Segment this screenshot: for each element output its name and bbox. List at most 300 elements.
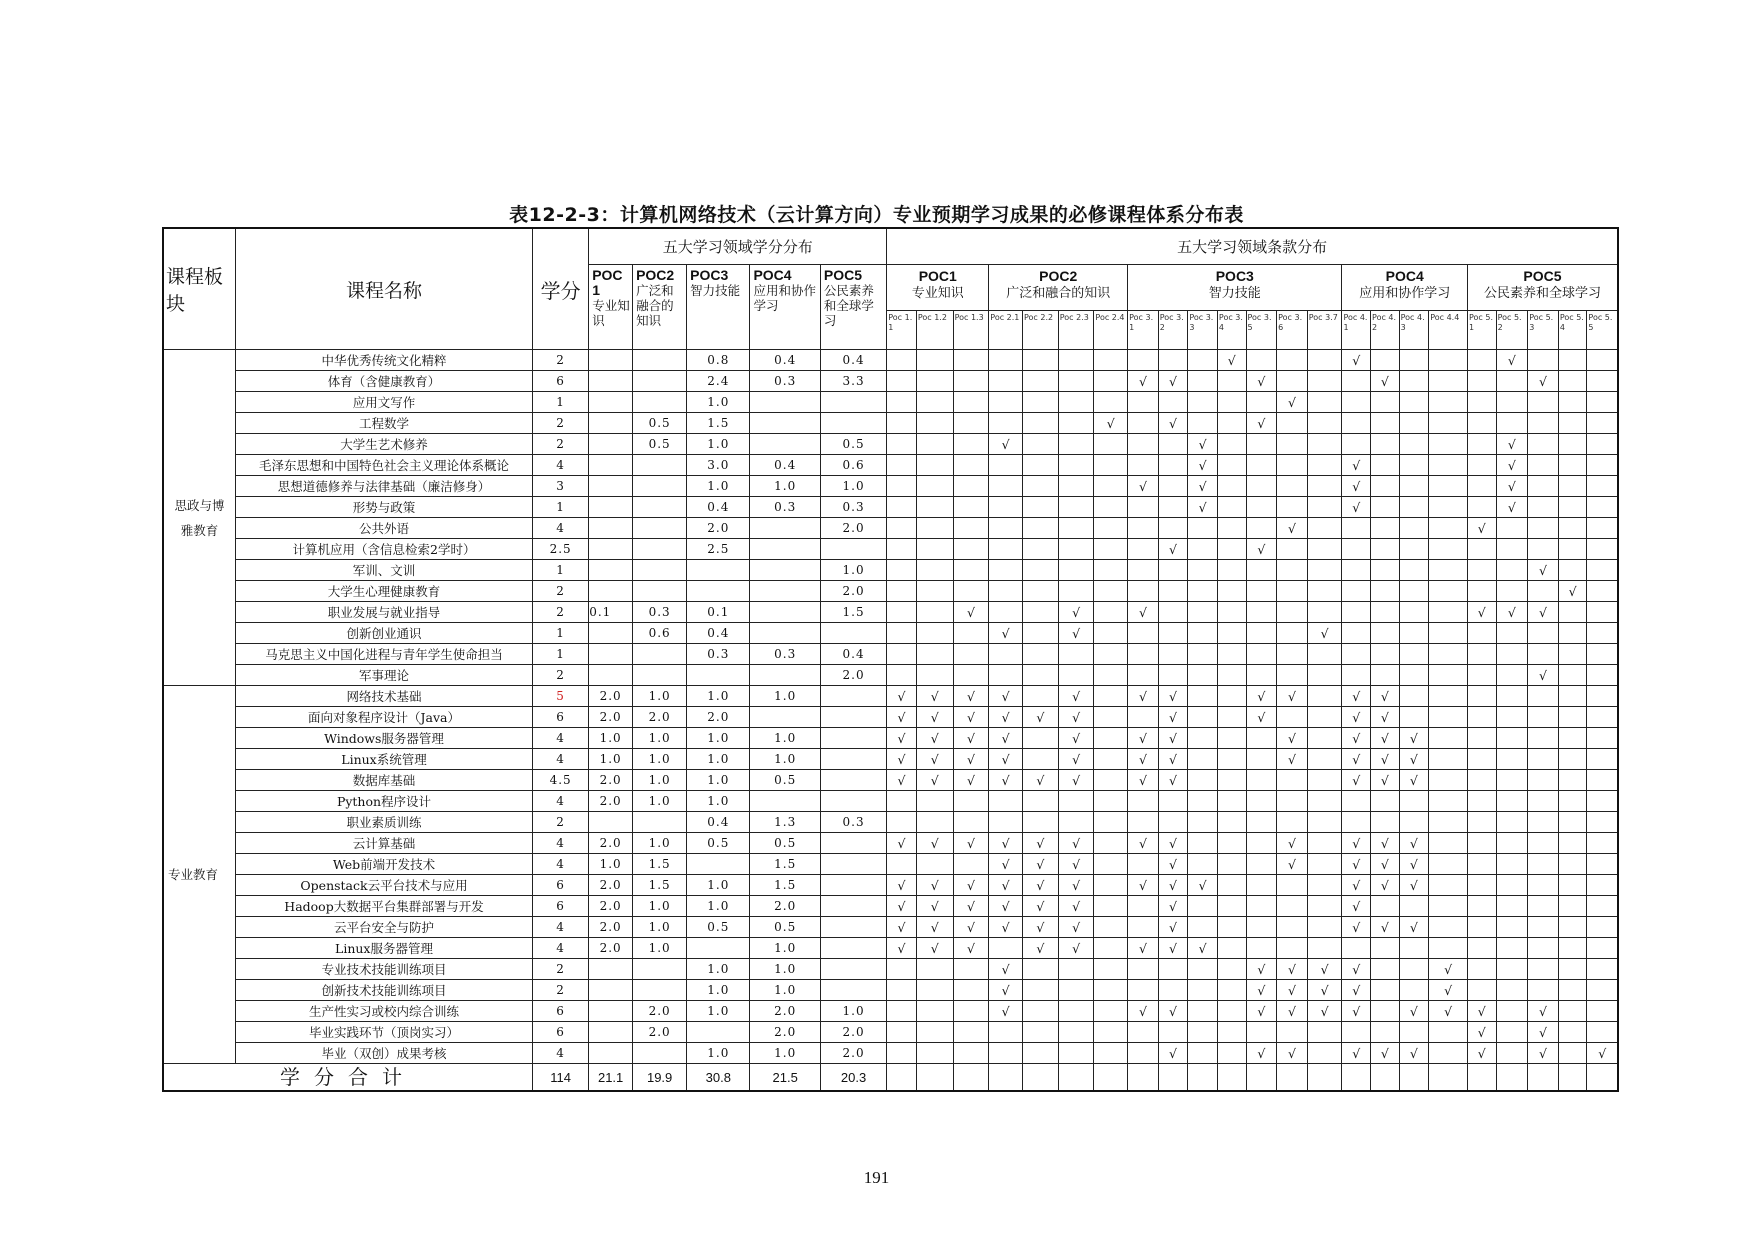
poc-credit-cell: 1.0: [687, 1043, 750, 1064]
poc-clause-cell: [1558, 833, 1587, 854]
poc-clause-cell: [1022, 497, 1058, 518]
poc-sub-item-header: Poc 2.4: [1094, 311, 1128, 350]
poc-clause-cell: [887, 455, 917, 476]
poc-clause-cell: [1277, 497, 1308, 518]
poc-clause-cell: [1158, 560, 1188, 581]
poc-clause-cell: [1558, 980, 1587, 1001]
poc-clause-cell: [1496, 434, 1528, 455]
poc-clause-cell: [1277, 581, 1308, 602]
module-label: 专业教育: [163, 686, 235, 1064]
poc-credit-cell: 2.0: [589, 917, 633, 938]
poc-sub-item-header: Poc 3.3: [1188, 311, 1218, 350]
poc-clause-cell: [1058, 539, 1094, 560]
poc-clause-cell: [1528, 371, 1559, 392]
check-mark: √: [1001, 730, 1010, 746]
check-mark: √: [1409, 856, 1418, 872]
poc-clause-cell: [1558, 1043, 1587, 1064]
poc-credit-cell: [633, 1043, 687, 1064]
poc-clause-cell: [1558, 959, 1587, 980]
check-mark: √: [1477, 1045, 1486, 1061]
poc-clause-cell: [1158, 1043, 1188, 1064]
credit-poc-header-1: [589, 265, 633, 350]
poc-clause-cell: [1399, 350, 1429, 371]
poc-clause-cell: [1158, 812, 1188, 833]
course-credit: 2: [533, 602, 589, 623]
poc-credit-cell: [687, 581, 750, 602]
poc-clause-cell: [1558, 686, 1587, 707]
poc-sub-item-header: Poc 3.1: [1128, 311, 1159, 350]
table-row: [163, 371, 1618, 392]
poc-clause-cell: [1022, 770, 1058, 791]
poc-clause-cell: [887, 644, 917, 665]
course-credit: 3: [533, 476, 589, 497]
poc-clause-cell: [1429, 938, 1468, 959]
poc-credit-cell: 1.0: [687, 980, 750, 1001]
poc-clause-cell: [1587, 686, 1618, 707]
poc-clause-cell: [1371, 770, 1400, 791]
check-mark: √: [930, 709, 939, 725]
check-mark: √: [1072, 919, 1081, 935]
poc-credit-cell: 2.0: [687, 707, 750, 728]
check-mark: √: [930, 877, 939, 893]
total-empty-cell: [916, 1064, 953, 1092]
poc-clause-cell: [1399, 854, 1429, 875]
check-mark: √: [966, 688, 975, 704]
total-empty-cell: [953, 1064, 989, 1092]
poc-clause-cell: [1429, 371, 1468, 392]
poc-clause-cell: [916, 686, 953, 707]
poc-clause-cell: [1158, 602, 1188, 623]
check-mark: √: [930, 730, 939, 746]
poc-clause-cell: [1128, 959, 1159, 980]
poc-credit-cell: [589, 1043, 633, 1064]
poc-clause-cell: [1307, 1022, 1342, 1043]
poc-clause-cell: [1307, 833, 1342, 854]
poc-clause-cell: [1188, 980, 1218, 1001]
poc-clause-cell: [1217, 686, 1246, 707]
poc-clause-cell: [916, 392, 953, 413]
check-mark: √: [1287, 982, 1296, 998]
poc-clause-cell: [953, 392, 989, 413]
poc-clause-cell: [1128, 665, 1159, 686]
poc-description: 专业知识: [592, 298, 630, 328]
poc-clause-cell: [1188, 539, 1218, 560]
poc-clause-cell: [1528, 1001, 1559, 1022]
total-empty-cell: [1188, 1064, 1218, 1092]
check-mark: √: [966, 604, 975, 620]
poc-clause-cell: [1217, 833, 1246, 854]
poc-clause-cell: [916, 371, 953, 392]
poc-credit-cell: 2.0: [750, 1022, 820, 1043]
course-credit: 1: [533, 392, 589, 413]
poc-clause-cell: [953, 518, 989, 539]
poc-clause-cell: [1158, 749, 1188, 770]
poc-credit-cell: [633, 959, 687, 980]
poc-clause-cell: [1528, 896, 1559, 917]
poc-clause-cell: [1022, 392, 1058, 413]
course-credit: 2: [533, 980, 589, 1001]
poc-clause-cell: [916, 1022, 953, 1043]
poc-credit-cell: [687, 560, 750, 581]
poc-clause-cell: [1399, 938, 1429, 959]
check-mark: √: [1036, 877, 1045, 893]
course-name: 体育（含健康教育）: [235, 371, 532, 392]
poc-clause-cell: [1022, 644, 1058, 665]
poc-clause-cell: [916, 917, 953, 938]
poc-clause-cell: [916, 728, 953, 749]
poc-credit-cell: [750, 539, 820, 560]
poc-clause-cell: [1128, 833, 1159, 854]
check-mark: √: [897, 919, 906, 935]
poc-clause-cell: [1587, 770, 1618, 791]
poc-clause-cell: [1399, 980, 1429, 1001]
poc-clause-cell: [1188, 644, 1218, 665]
poc-code: POC 1: [592, 267, 623, 298]
poc-clause-cell: [1094, 791, 1128, 812]
poc-clause-cell: [1094, 455, 1128, 476]
poc-clause-cell: [1188, 707, 1218, 728]
poc-clause-cell: [1342, 539, 1371, 560]
poc-credit-cell: 1.0: [633, 917, 687, 938]
course-name: 毕业（双创）成果考核: [235, 1043, 532, 1064]
poc-credit-cell: 0.5: [687, 917, 750, 938]
poc-credit-cell: [820, 896, 886, 917]
poc-credit-cell: 1.0: [633, 770, 687, 791]
poc-clause-cell: [1342, 791, 1371, 812]
poc-clause-cell: [1128, 770, 1159, 791]
total-empty-cell: [1528, 1064, 1559, 1092]
table-title: 表12-2-3：计算机网络技术（云计算方向）专业预期学习成果的必修课程体系分布表: [509, 204, 1244, 226]
poc-credit-cell: 1.5: [750, 854, 820, 875]
course-name-column-header: 课程名称: [235, 228, 532, 350]
poc-clause-cell: [1587, 434, 1618, 455]
check-mark: √: [1169, 856, 1178, 872]
table-row: [163, 413, 1618, 434]
poc-clause-cell: [1277, 371, 1308, 392]
poc-credit-cell: 0.4: [687, 497, 750, 518]
poc-clause-cell: [1022, 791, 1058, 812]
poc-clause-cell: [1188, 392, 1218, 413]
check-mark: √: [1352, 898, 1361, 914]
poc-clause-cell: [1587, 875, 1618, 896]
poc-clause-cell: [1217, 749, 1246, 770]
poc-credit-cell: 2.0: [633, 1022, 687, 1043]
check-mark: √: [966, 835, 975, 851]
check-mark: √: [1072, 856, 1081, 872]
poc-clause-cell: [989, 875, 1023, 896]
check-mark: √: [1001, 1003, 1010, 1019]
total-credit: 114: [533, 1064, 589, 1092]
poc-clause-cell: [1246, 518, 1277, 539]
poc-credit-cell: 0.3: [820, 497, 886, 518]
total-poc-credit: 30.8: [687, 1064, 750, 1092]
poc-clause-cell: [887, 833, 917, 854]
poc-credit-cell: 1.5: [820, 602, 886, 623]
poc-clause-cell: [1399, 518, 1429, 539]
poc-clause-cell: [1342, 455, 1371, 476]
poc-sub-item-header: Poc 2.1: [989, 311, 1023, 350]
check-mark: √: [1106, 415, 1115, 431]
poc-credit-cell: 1.0: [633, 686, 687, 707]
poc-clause-cell: [1558, 749, 1587, 770]
poc-clause-cell: [953, 833, 989, 854]
poc-clause-cell: [953, 749, 989, 770]
poc-clause-cell: [1429, 770, 1468, 791]
poc-clause-cell: [1399, 728, 1429, 749]
poc-clause-cell: [1058, 350, 1094, 371]
poc-clause-cell: [1371, 455, 1400, 476]
poc-clause-cell: [1371, 917, 1400, 938]
poc-credit-cell: 0.5: [750, 917, 820, 938]
poc-clause-cell: [1188, 728, 1218, 749]
poc-clause-cell: [1467, 371, 1496, 392]
poc-credit-cell: 0.5: [633, 413, 687, 434]
poc-credit-cell: [589, 812, 633, 833]
total-empty-cell: [1128, 1064, 1159, 1092]
check-mark: √: [1477, 604, 1486, 620]
poc-credit-cell: 1.5: [750, 875, 820, 896]
check-mark: √: [1409, 877, 1418, 893]
course-name: 云平台安全与防护: [235, 917, 532, 938]
poc-clause-cell: [1246, 791, 1277, 812]
check-mark: √: [1072, 625, 1081, 641]
poc-clause-cell: [1399, 812, 1429, 833]
poc-credit-cell: 2.4: [687, 371, 750, 392]
poc-clause-cell: [1528, 602, 1559, 623]
poc-clause-cell: [1496, 770, 1528, 791]
check-mark: √: [1287, 751, 1296, 767]
poc-clause-cell: [953, 371, 989, 392]
course-credit: 2: [533, 350, 589, 371]
check-mark: √: [966, 751, 975, 767]
poc-clause-cell: [1587, 1043, 1618, 1064]
check-mark: √: [1409, 835, 1418, 851]
poc-credit-cell: 0.3: [750, 371, 820, 392]
poc-clause-cell: [1022, 917, 1058, 938]
poc-clause-cell: [989, 455, 1023, 476]
poc-clause-cell: [1399, 959, 1429, 980]
course-credit: 4: [533, 791, 589, 812]
poc-credit-cell: 2.0: [820, 581, 886, 602]
check-mark: √: [1380, 709, 1389, 725]
poc-clause-cell: [887, 896, 917, 917]
course-credit: 4: [533, 1043, 589, 1064]
poc-clause-cell: [1158, 644, 1188, 665]
poc-clause-cell: [1307, 497, 1342, 518]
course-credit: 4: [533, 833, 589, 854]
check-mark: √: [966, 898, 975, 914]
course-name: 职业发展与就业指导: [235, 602, 532, 623]
poc-clause-cell: [1058, 896, 1094, 917]
poc-clause-cell: [1246, 1022, 1277, 1043]
poc-clause-cell: [1496, 581, 1528, 602]
check-mark: √: [1352, 877, 1361, 893]
poc-clause-cell: [1342, 770, 1371, 791]
poc-clause-cell: [1496, 896, 1528, 917]
poc-clause-cell: [1307, 476, 1342, 497]
poc-clause-cell: [1342, 728, 1371, 749]
poc-sub-item-header: Poc 1.3: [953, 311, 989, 350]
total-empty-cell: [1467, 1064, 1496, 1092]
poc-credit-cell: [589, 980, 633, 1001]
course-name: 专业技术技能训练项目: [235, 959, 532, 980]
poc-clause-cell: [1467, 707, 1496, 728]
poc-clause-cell: [1467, 749, 1496, 770]
poc-clause-cell: [1277, 1001, 1308, 1022]
poc-credit-cell: 0.5: [750, 770, 820, 791]
poc-credit-cell: [820, 833, 886, 854]
poc-clause-cell: [1022, 1043, 1058, 1064]
poc-credit-cell: 1.5: [633, 854, 687, 875]
poc-clause-cell: [989, 392, 1023, 413]
poc-clause-cell: [1022, 581, 1058, 602]
poc-clause-cell: [1528, 497, 1559, 518]
poc-clause-cell: [1128, 1022, 1159, 1043]
poc-code: POC3: [1215, 268, 1254, 284]
check-mark: √: [1169, 877, 1178, 893]
total-empty-cell: [1371, 1064, 1400, 1092]
poc-clause-cell: [1022, 854, 1058, 875]
poc-clause-cell: [887, 665, 917, 686]
poc-clause-cell: [1246, 938, 1277, 959]
poc-clause-cell: [1058, 875, 1094, 896]
poc-clause-cell: [887, 476, 917, 497]
poc-clause-cell: [1496, 833, 1528, 854]
poc-credit-cell: [820, 854, 886, 875]
poc-clause-cell: [1342, 749, 1371, 770]
table-row: [163, 749, 1618, 770]
poc-clause-cell: [1558, 707, 1587, 728]
poc-clause-cell: [1558, 1022, 1587, 1043]
poc-clause-cell: [1188, 665, 1218, 686]
poc-credit-cell: [750, 560, 820, 581]
poc-clause-cell: [1496, 455, 1528, 476]
poc-clause-cell: [1188, 1043, 1218, 1064]
poc-clause-cell: [1496, 476, 1528, 497]
poc-clause-cell: [1188, 581, 1218, 602]
poc-clause-cell: [1587, 1022, 1618, 1043]
poc-clause-cell: [1399, 497, 1429, 518]
poc-clause-cell: [1058, 770, 1094, 791]
poc-credit-cell: 0.6: [820, 455, 886, 476]
poc-clause-cell: [1429, 896, 1468, 917]
poc-clause-cell: [1128, 497, 1159, 518]
poc-clause-cell: [1587, 497, 1618, 518]
poc-clause-cell: [1371, 476, 1400, 497]
poc-clause-cell: [1496, 749, 1528, 770]
check-mark: √: [1072, 604, 1081, 620]
check-mark: √: [930, 898, 939, 914]
poc-clause-cell: [1246, 833, 1277, 854]
poc-clause-cell: [1558, 560, 1587, 581]
poc-clause-cell: [1246, 686, 1277, 707]
table-row: [163, 959, 1618, 980]
poc-clause-cell: [1307, 938, 1342, 959]
poc-clause-cell: [1217, 980, 1246, 1001]
poc-clause-cell: [1342, 896, 1371, 917]
poc-code: POC5: [823, 267, 863, 283]
check-mark: √: [1539, 1045, 1547, 1061]
check-mark: √: [1352, 1003, 1361, 1019]
poc-clause-cell: [1217, 539, 1246, 560]
poc-clause-cell: [1307, 791, 1342, 812]
poc-clause-cell: [1158, 1022, 1188, 1043]
poc-clause-cell: [1587, 854, 1618, 875]
poc-credit-cell: 0.5: [750, 833, 820, 854]
check-mark: √: [1169, 688, 1178, 704]
check-mark: √: [1320, 1003, 1329, 1019]
poc-credit-cell: 2.0: [687, 518, 750, 539]
poc-clause-cell: [1371, 539, 1400, 560]
check-mark: √: [1477, 1003, 1486, 1019]
poc-credit-cell: [750, 602, 820, 623]
poc-clause-cell: [1429, 434, 1468, 455]
poc-clause-cell: [989, 644, 1023, 665]
check-mark: √: [1169, 919, 1178, 935]
poc-clause-cell: [1188, 1022, 1218, 1043]
poc-clause-cell: [1246, 434, 1277, 455]
poc-credit-cell: [750, 518, 820, 539]
check-mark: √: [1380, 835, 1389, 851]
poc-credit-cell: 2.0: [820, 665, 886, 686]
poc-credit-cell: 1.0: [633, 833, 687, 854]
poc-clause-cell: [989, 581, 1023, 602]
poc-clause-cell: [1399, 686, 1429, 707]
total-empty-cell: [1094, 1064, 1128, 1092]
poc-clause-cell: [887, 371, 917, 392]
poc-clause-cell: [887, 623, 917, 644]
check-mark: √: [1507, 604, 1516, 620]
poc-clause-cell: [1058, 581, 1094, 602]
table-row: [163, 518, 1618, 539]
check-mark: √: [1138, 772, 1147, 788]
check-mark: √: [1036, 856, 1045, 872]
clause-poc-header-2: [989, 265, 1128, 311]
poc-clause-cell: [1128, 917, 1159, 938]
poc-credit-cell: 1.0: [687, 770, 750, 791]
total-poc-credit: 20.3: [820, 1064, 886, 1092]
poc-clause-cell: [953, 581, 989, 602]
check-mark: √: [1198, 478, 1207, 494]
poc-clause-cell: [1022, 476, 1058, 497]
check-mark: √: [1001, 625, 1010, 641]
poc-clause-cell: [1558, 581, 1587, 602]
poc-clause-cell: [1217, 497, 1246, 518]
poc-clause-cell: [1277, 749, 1308, 770]
total-empty-cell: [1246, 1064, 1277, 1092]
check-mark: √: [1320, 625, 1329, 641]
poc-clause-cell: [1217, 728, 1246, 749]
poc-credit-cell: 1.0: [750, 938, 820, 959]
poc-credit-cell: [820, 686, 886, 707]
poc-clause-cell: [1158, 392, 1188, 413]
poc-clause-cell: [989, 434, 1023, 455]
poc-credit-cell: 2.0: [589, 896, 633, 917]
poc-sub-item-header: Poc 2.3: [1058, 311, 1094, 350]
poc-clause-cell: [1217, 812, 1246, 833]
check-mark: √: [1507, 457, 1516, 473]
poc-clause-cell: [1371, 602, 1400, 623]
check-mark: √: [1072, 772, 1081, 788]
table-row: [163, 917, 1618, 938]
table-row: [163, 812, 1618, 833]
poc-clause-cell: [1158, 1001, 1188, 1022]
poc-clause-cell: [1128, 938, 1159, 959]
poc-clause-cell: [1496, 791, 1528, 812]
course-credit: 2: [533, 812, 589, 833]
course-credit: 4: [533, 518, 589, 539]
check-mark: √: [1352, 835, 1361, 851]
